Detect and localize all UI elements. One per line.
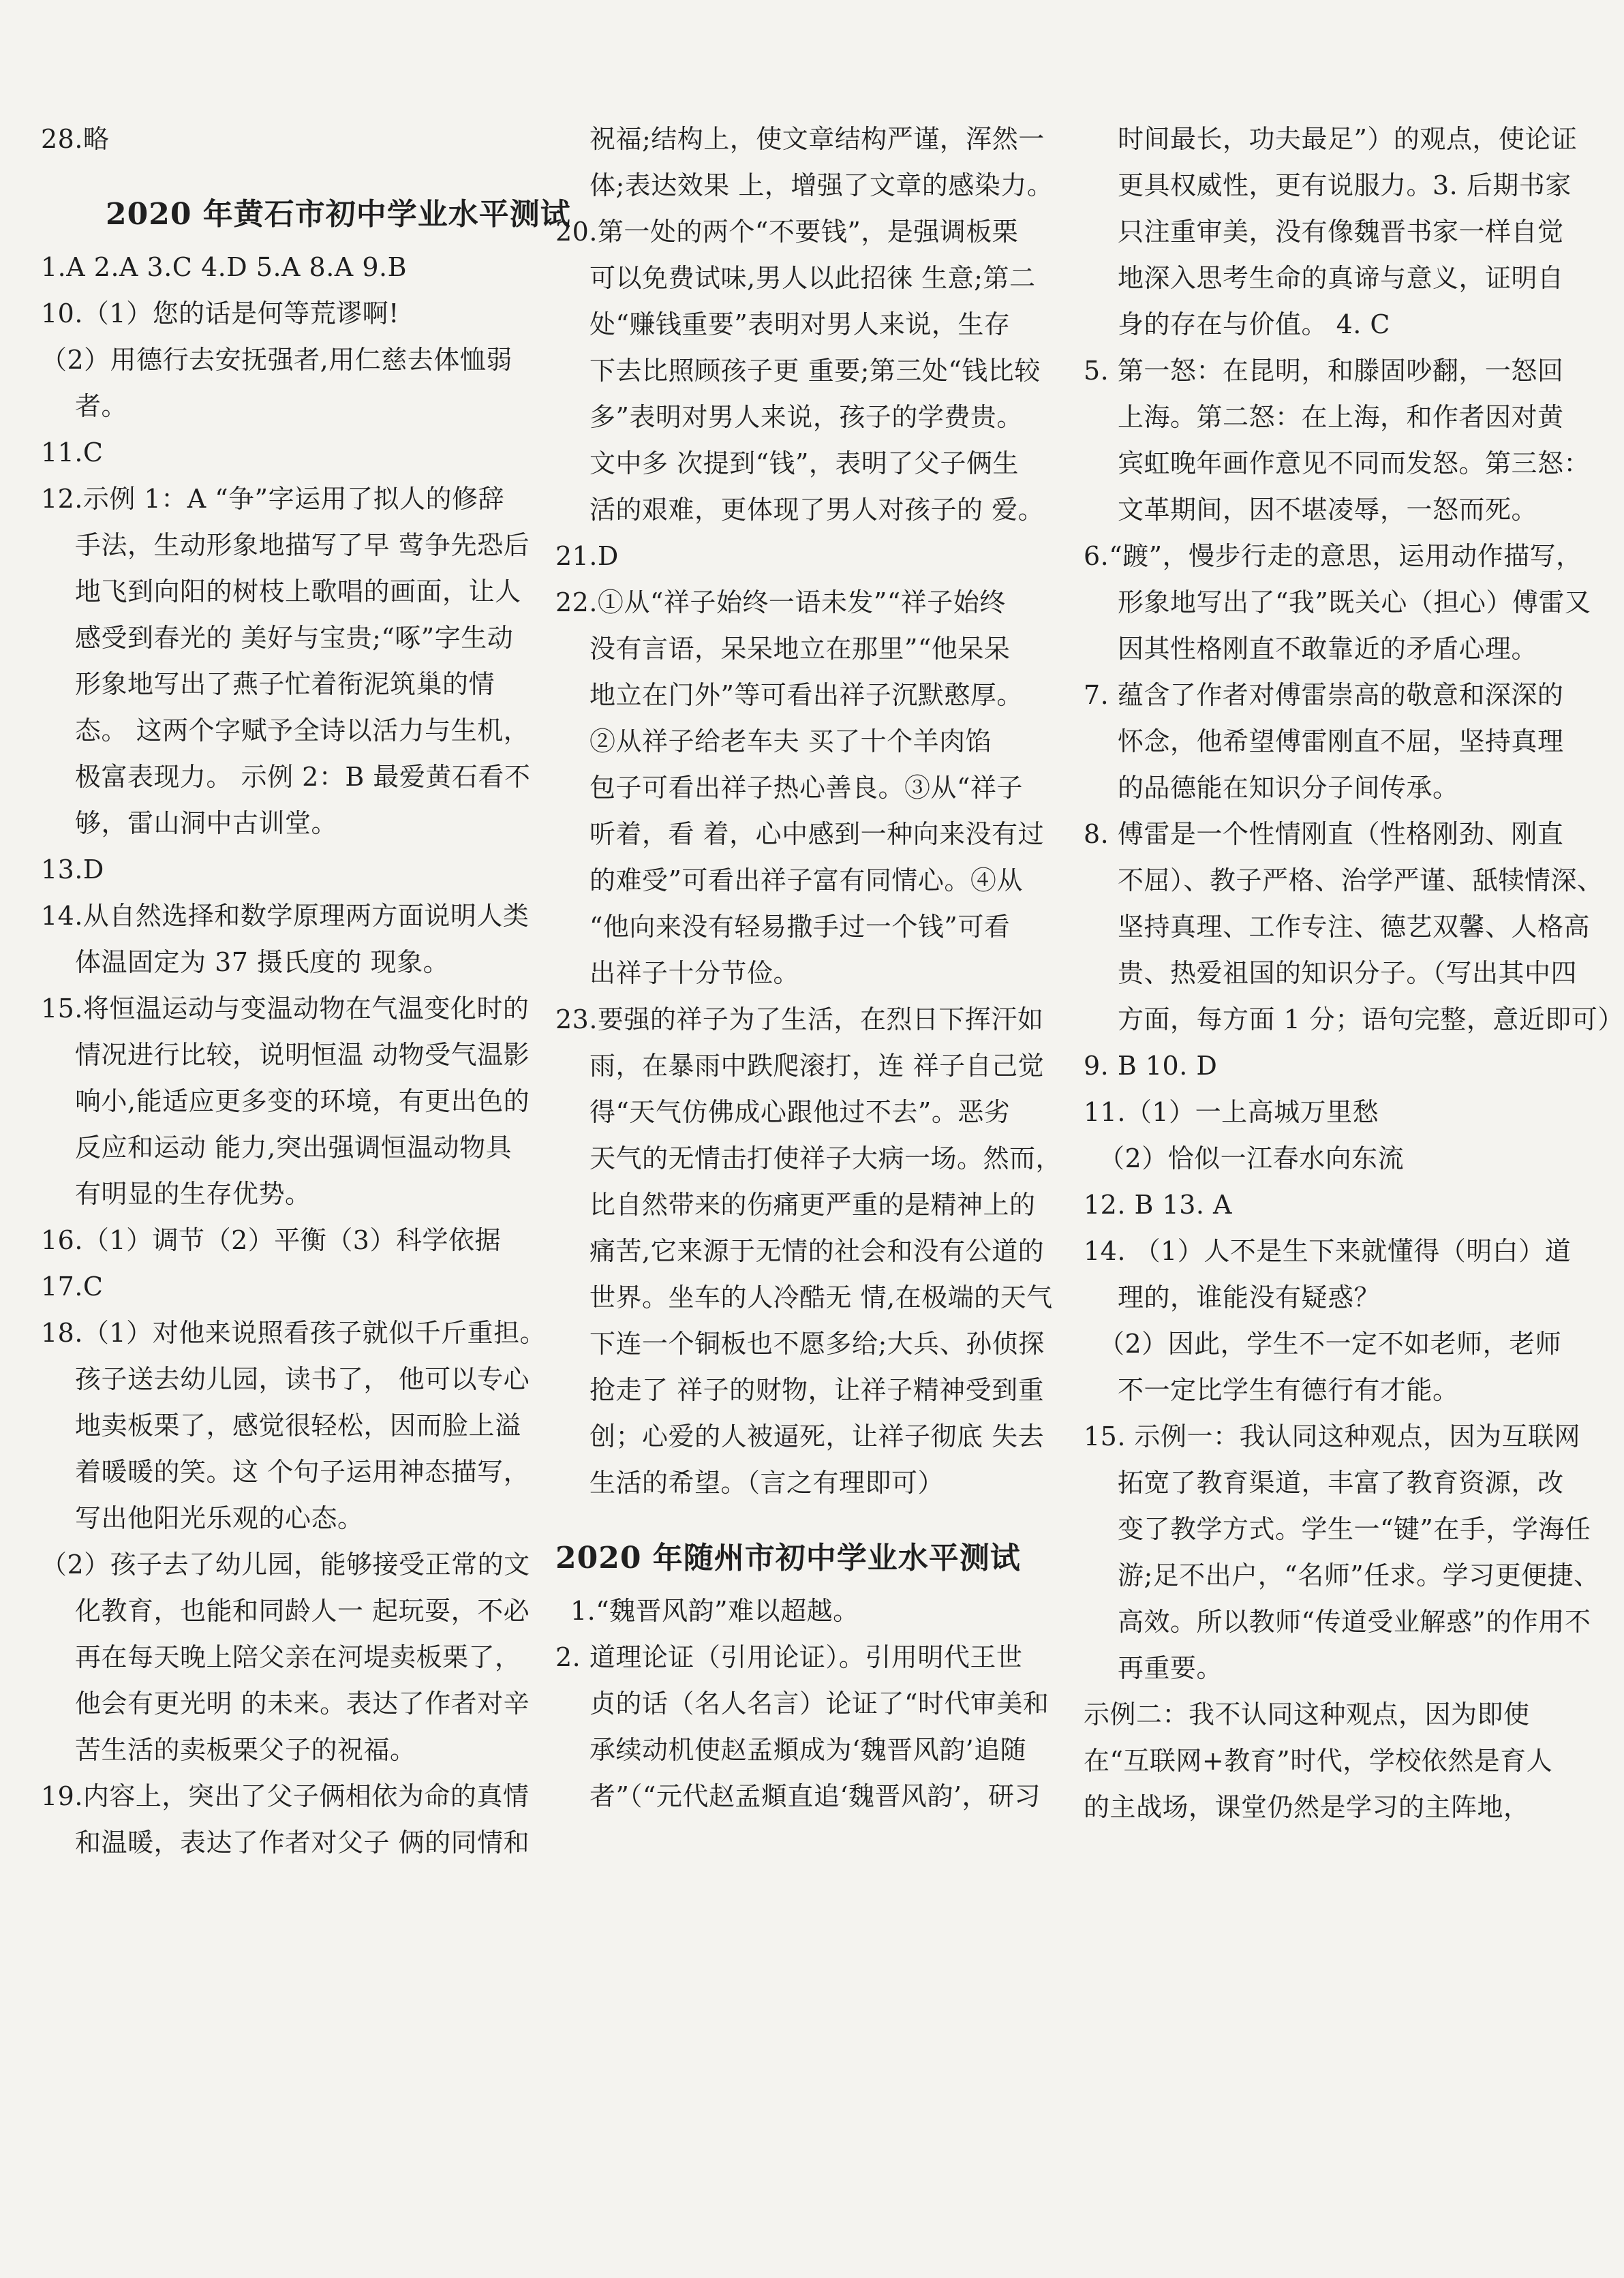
answer-line: 体温固定为 37 摄氏度的 现象。 xyxy=(75,947,450,977)
answer-line: 高效。所以教师“传道受业解惑”的作用不 xyxy=(1118,1607,1591,1637)
answer-line: 地立在门外”等可看出祥子沉默憨厚。 xyxy=(589,680,1023,710)
answer-line: 创；心爱的人被逼死，让祥子彻底 失去 xyxy=(589,1421,1045,1451)
answer-line: 怀念，他希望傅雷刚直不屈，坚持真理 xyxy=(1118,726,1564,756)
answer-line: 11.C xyxy=(41,437,104,467)
answer-line: 文革期间，因不堪凌辱，一怒而死。 xyxy=(1118,495,1538,525)
answer-line: 雨，在暴雨中跌爬滚打，连 祥子自己觉 xyxy=(589,1051,1045,1081)
answer-line: 28.略 xyxy=(41,124,110,154)
answer-line: 时间最长，功夫最足”）的观点，使论证 xyxy=(1118,124,1578,154)
answer-line: 者。 xyxy=(75,391,128,421)
answer-line: 化教育，也能和同龄人一 起玩耍，不必 xyxy=(75,1596,530,1626)
answer-line: 承续动机使赵孟頫成为‘魏晋风韵’追随 xyxy=(589,1735,1027,1765)
section-heading: 2020 年黄石市初中学业水平测试 xyxy=(106,197,571,232)
answer-line: （2）孩子去了幼儿园，能够接受正常的文 xyxy=(41,1550,530,1580)
answer-line: 得“天气仿佛成心跟他过不去”。恶劣 xyxy=(589,1097,1011,1127)
answer-line: 更具权威性，更有说服力。3. 后期书家 xyxy=(1118,170,1572,200)
answer-line: 2. 道理论证（引用论证）。引用明代王世 xyxy=(555,1642,1023,1672)
answer-line: 没有言语，呆呆地立在那里”“他呆呆 xyxy=(589,634,1011,664)
answer-line: 地深入思考生命的真谛与意义，证明自 xyxy=(1118,263,1564,293)
answer-line: 理的，谁能没有疑惑？ xyxy=(1118,1282,1381,1312)
answer-line: 14.从自然选择和数学原理两方面说明人类 xyxy=(41,901,530,931)
answer-line: 世界。坐车的人冷酷无 情,在极端的天气 xyxy=(589,1282,1053,1312)
answer-line: 5. 第一怒：在昆明，和滕固吵翻，一怒回 xyxy=(1084,356,1564,386)
answer-line: 9. B 10. D xyxy=(1084,1051,1218,1081)
column-middle xyxy=(555,116,1062,1819)
answer-line: 下去比照顾孩子更 重要;第三处“钱比较 xyxy=(589,356,1041,386)
answer-line: 形象地写出了“我”既关心（担心）傅雷又 xyxy=(1118,587,1591,617)
answer-line: 宾虹晚年画作意见不同而发怒。第三怒： xyxy=(1118,448,1591,478)
answer-line: 再重要。 xyxy=(1118,1653,1223,1683)
answer-line: 者”（“元代赵孟頫直追‘魏晋风韵’，研习 xyxy=(589,1781,1041,1811)
answer-line: 示例二：我不认同这种观点，因为即使 xyxy=(1084,1699,1530,1729)
column-left xyxy=(41,116,571,1866)
answer-line: 祝福;结构上，使文章结构严谨，浑然一 xyxy=(589,124,1045,154)
answer-line: 11.（1）一上高城万里愁 xyxy=(1084,1097,1379,1127)
answer-line: 的品德能在知识分子间传承。 xyxy=(1118,773,1459,803)
answer-line: 感受到春光的 美好与宝贵;“啄”字生动 xyxy=(75,623,514,653)
answer-line: 身的存在与价值。 4. C xyxy=(1118,309,1390,339)
answer-line: 痛苦,它来源于无情的社会和没有公道的 xyxy=(589,1236,1045,1266)
answer-line: 的主战场，课堂仍然是学习的主阵地， xyxy=(1084,1792,1530,1822)
answer-line: 和温暖，表达了作者对父子 俩的同情和 xyxy=(75,1828,530,1858)
answer-line: 12.示例 1：A “争”字运用了拟人的修辞 xyxy=(41,484,505,514)
answer-line: （2）用德行去安抚强者,用仁慈去体恤弱 xyxy=(41,345,512,375)
answer-line: 变了教学方式。学生一“键”在手，学海任 xyxy=(1118,1514,1591,1544)
answer-line: 14. （1）人不是生下来就懂得（明白）道 xyxy=(1084,1236,1572,1266)
answer-line: 苦生活的卖板栗父子的祝福。 xyxy=(75,1735,416,1765)
answer-line: 22.①从“祥子始终一语未发”“祥子始终 xyxy=(555,587,1006,617)
answer-line: 不一定比学生有德行有才能。 xyxy=(1118,1375,1459,1405)
answer-line: 贵、热爱祖国的知识分子。（写出其中四 xyxy=(1118,958,1578,988)
answer-line: 形象地写出了燕子忙着衔泥筑巢的情 xyxy=(75,669,495,699)
answer-line: 6.“踱”，慢步行走的意思，运用动作描写， xyxy=(1084,541,1582,571)
answer-line: 拓宽了教育渠道，丰富了教育资源，改 xyxy=(1118,1468,1564,1498)
answer-line: 游;足不出户，“名师”任求。学习更便捷、 xyxy=(1118,1560,1600,1590)
answer-line: 1.“魏晋风韵”难以超越。 xyxy=(570,1596,859,1626)
answer-line: 响小,能适应更多变的环境，有更出色的 xyxy=(75,1086,530,1116)
answer-line: 16.（1）调节（2）平衡（3）科学依据 xyxy=(41,1225,501,1255)
section-spacer xyxy=(41,162,518,185)
answer-line: 20.第一处的两个“不要钱”，是强调板栗 xyxy=(555,217,1019,247)
answer-line: 可以免费试味,男人以此招徕 生意;第二 xyxy=(589,263,1036,293)
answer-line: 极富表现力。 示例 2：B 最爱黄石看不 xyxy=(75,762,531,792)
answer-line: （2）因此，学生不一定不如老师，老师 xyxy=(1099,1329,1562,1359)
answer-line: 再在每天晚上陪父亲在河堤卖板栗了， xyxy=(75,1642,521,1672)
answer-line: 坚持真理、工作专注、德艺双馨、人格高 xyxy=(1118,912,1591,942)
answer-line: 19.内容上，突出了父子俩相依为命的真情 xyxy=(41,1781,530,1811)
answer-line: 包子可看出祥子热心善良。③从“祥子 xyxy=(589,773,1023,803)
answer-line: “他向来没有轻易撒手过一个钱”可看 xyxy=(589,912,1011,942)
answer-line: 情况进行比较，说明恒温 动物受气温影 xyxy=(75,1040,530,1070)
answer-line: 15. 示例一：我认同这种观点，因为互联网 xyxy=(1084,1421,1581,1451)
answer-line: 活的艰难，更体现了男人对孩子的 爱。 xyxy=(589,495,1045,525)
answer-line: 出祥子十分节俭。 xyxy=(589,958,800,988)
answer-line: 不屈）、教子严格、治学严谨、舐犊情深、 xyxy=(1118,865,1604,895)
answer-line: 只注重审美，没有像魏晋书家一样自觉 xyxy=(1118,217,1564,247)
answer-line: （2）恰似一江春水向东流 xyxy=(1099,1143,1405,1173)
answer-line: 17.C xyxy=(41,1272,104,1302)
answer-line: 抢走了 祥子的财物，让祥子精神受到重 xyxy=(589,1375,1045,1405)
answer-line: 手法，生动形象地描写了早 莺争先恐后 xyxy=(75,530,530,560)
answer-line: 孩子送去幼儿园，读书了， 他可以专心 xyxy=(75,1364,530,1394)
column-right xyxy=(1084,116,1624,1830)
answer-line: 1.A 2.A 3.C 4.D 5.A 8.A 9.B xyxy=(41,252,408,282)
section-spacer xyxy=(555,1506,1046,1529)
answer-line: 态。 这两个字赋予全诗以活力与生机， xyxy=(75,715,530,745)
answer-line: 够，雷山洞中古训堂。 xyxy=(75,808,338,838)
answer-line: 天气的无情击打使祥子大病一场。然而， xyxy=(589,1143,1062,1173)
answer-line: 写出他阳光乐观的心态。 xyxy=(75,1503,364,1533)
answer-line: 体;表达效果 上，增强了文章的感染力。 xyxy=(589,170,1054,200)
answer-line: 听着，看 着，心中感到一种向来没有过 xyxy=(589,819,1045,849)
answer-line: 地卖板栗了，感觉很轻松，因而脸上溢 xyxy=(75,1411,521,1441)
answer-line: 着暖暖的笑。这 个句子运用神态描写， xyxy=(75,1457,530,1487)
answer-line: 地飞到向阳的树枝上歌唱的画面，让人 xyxy=(75,576,521,606)
answer-line: 文中多 次提到“钱”，表明了父子俩生 xyxy=(589,448,1019,478)
answer-line: 多”表明对男人来说，孩子的学费贵。 xyxy=(589,402,1023,432)
answer-line: 方面，每方面 1 分；语句完整，意近即可） xyxy=(1118,1004,1624,1034)
answer-line: 处“赚钱重要”表明对男人来说，生存 xyxy=(589,309,1011,339)
answer-line: 有明显的生存优势。 xyxy=(75,1179,311,1209)
answer-line: 反应和运动 能力,突出强调恒温动物具 xyxy=(75,1133,512,1163)
answer-line: 18.（1）对他来说照看孩子就似千斤重担。 xyxy=(41,1318,547,1348)
answer-line: 15.将恒温运动与变温动物在气温变化时的 xyxy=(41,994,530,1023)
answer-line: 10.（1）您的话是何等荒谬啊! xyxy=(41,298,399,328)
answer-line: 7. 蕴含了作者对傅雷崇高的敬意和深深的 xyxy=(1084,680,1564,710)
answer-line: 生活的希望。（言之有理即可） xyxy=(589,1468,945,1498)
answer-line: 13.D xyxy=(41,855,104,884)
answer-line: 在“互联网+教育”时代，学校依然是育人 xyxy=(1084,1746,1553,1776)
answer-line: 上海。第二怒：在上海，和作者因对黄 xyxy=(1118,402,1564,432)
answer-line: 贞的话（名人名言）论证了“时代审美和 xyxy=(589,1689,1050,1719)
answer-line: 比自然带来的伤痛更严重的是精神上的 xyxy=(589,1190,1036,1220)
answer-line: ②从祥子给老车夫 买了十个羊肉馅 xyxy=(589,726,992,756)
answer-line: 的难受”可看出祥子富有同情心。④从 xyxy=(589,865,1023,895)
answer-line: 他会有更光明 的未来。表达了作者对辛 xyxy=(75,1689,530,1719)
answer-line: 12. B 13. A xyxy=(1084,1190,1232,1220)
answer-line: 8. 傅雷是一个性情刚直（性格刚劲、刚直 xyxy=(1084,819,1564,849)
answer-line: 23.要强的祥子为了生活，在烈日下挥汗如 xyxy=(555,1004,1044,1034)
answer-line: 下连一个铜板也不愿多给;大兵、孙侦探 xyxy=(589,1329,1045,1359)
section-heading: 2020 年随州市初中学业水平测试 xyxy=(555,1541,1021,1575)
answer-line: 因其性格刚直不敢靠近的矛盾心理。 xyxy=(1118,634,1538,664)
answer-line: 21.D xyxy=(555,541,619,571)
